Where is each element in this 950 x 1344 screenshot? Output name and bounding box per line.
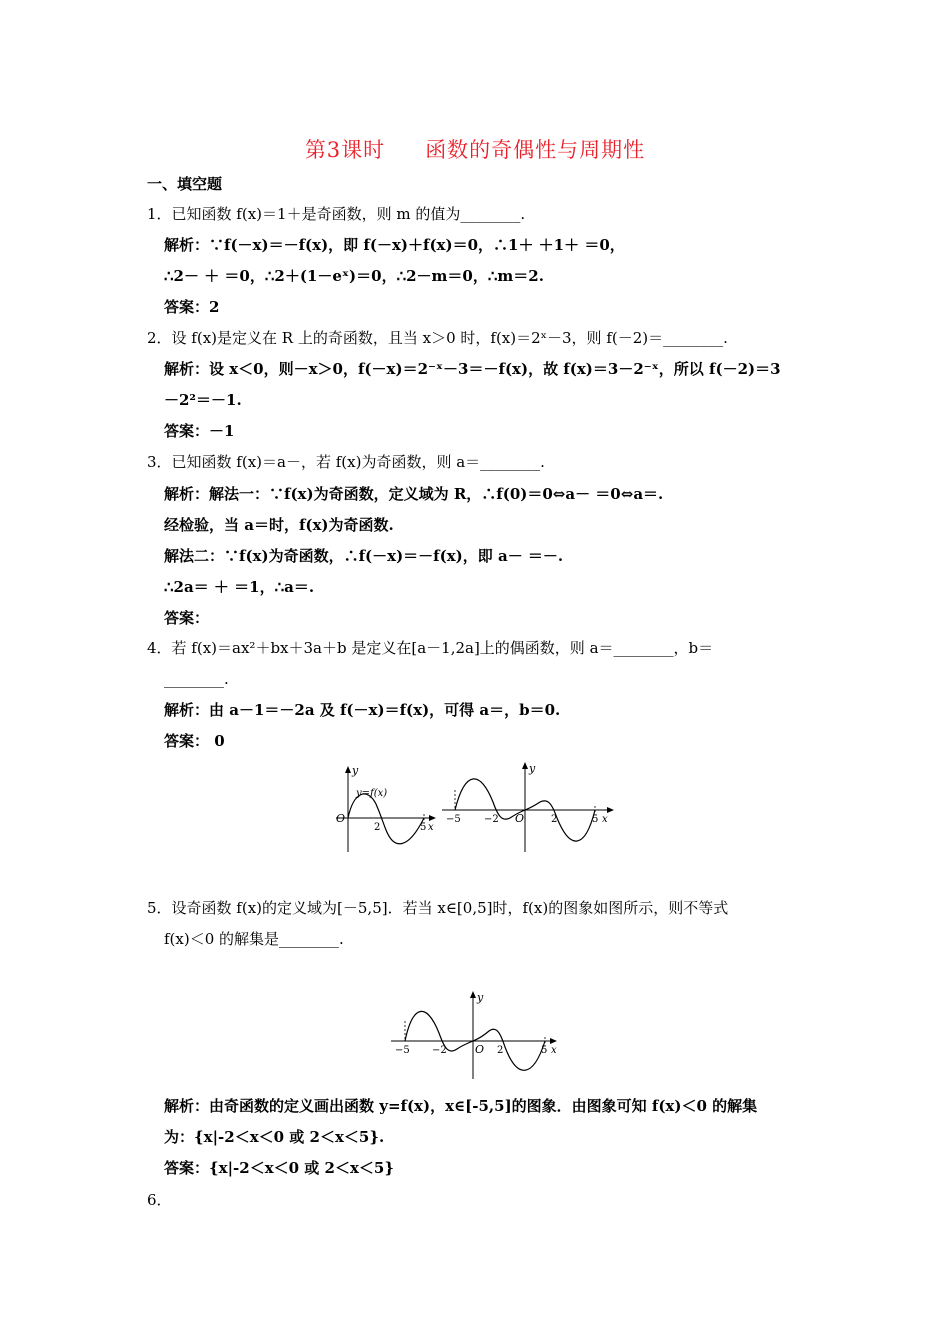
label-tick-minus-2: −2 xyxy=(484,814,499,825)
q5-answer: 答案：{x|-2＜x＜0 或 2＜x＜5} xyxy=(164,1159,394,1177)
question-1: 1．已知函数 f(x)＝1＋是奇函数，则 m 的值为________. xyxy=(147,205,526,223)
q2-solution-line-1: 解析：设 x＜0，则－x＞0，f(－x)＝2⁻ˣ－3＝－f(x)，故 f(x)＝3－2⁻ˣ，所以 f(－2)＝3 xyxy=(164,360,781,378)
q5-solution-line-1: 解析：由奇函数的定义画出函数 y=f(x)，x∈[-5,5]的图象．由图象可知 f(x)＜0 的解集 xyxy=(164,1097,758,1115)
label-tick-5: 5 xyxy=(592,814,599,825)
label-x: x xyxy=(602,814,608,825)
q3-answer: 答案： xyxy=(164,609,210,627)
question-5: 5．设奇函数 f(x)的定义域为[－5,5]．若当 x∈[0,5]时，f(x)的图象如图所示，则不等式 xyxy=(147,899,729,917)
q3-solution-line-1: 解析：解法一：∵f(x)为奇函数，定义域为 R，∴f(0)＝0⇔a－ ＝0⇔a＝. xyxy=(164,485,664,503)
q2-solution-line-2: －2²＝－1. xyxy=(164,391,242,409)
question-4-continued: ________. xyxy=(164,670,229,688)
q4-answer: 答案： 0 xyxy=(164,732,225,750)
q4-solution: 解析：由 a－1＝－2a 及 f(－x)＝f(x)，可得 a＝，b＝0. xyxy=(164,701,561,719)
label-x: x xyxy=(428,822,434,833)
x-axis-arrow xyxy=(607,807,614,813)
label-tick-5: 5 xyxy=(541,1045,548,1056)
figure-1-graphs xyxy=(330,760,620,860)
q2-answer: 答案：－1 xyxy=(164,422,235,440)
label-tick-2: 2 xyxy=(374,822,381,833)
label-origin: O xyxy=(475,1043,485,1056)
page-title xyxy=(0,134,950,164)
label-function: y=f(x) xyxy=(356,788,388,799)
label-origin: O xyxy=(336,812,346,825)
label-x: x xyxy=(551,1045,557,1056)
figure-2-graph xyxy=(385,985,565,1085)
question-4: 4．若 f(x)＝ax²＋bx＋3a＋b 是定义在[a－1,2a]上的偶函数，则 a＝________，b＝ xyxy=(147,639,714,657)
q3-solution-line-2: 经检验，当 a＝时，f(x)为奇函数. xyxy=(164,516,394,534)
question-6: 6． xyxy=(147,1191,172,1209)
lesson-topic: 函数的奇偶性与周期性 xyxy=(425,138,646,162)
question-5-continued: f(x)＜0 的解集是________. xyxy=(164,930,344,948)
figure-2 xyxy=(385,985,565,1089)
lesson-number: 第3课时 xyxy=(304,138,386,162)
label-tick-2: 2 xyxy=(551,814,558,825)
question-2: 2．设 f(x)是定义在 R 上的奇函数，且当 x＞0 时，f(x)＝2ˣ－3，则 f(－2)＝________. xyxy=(147,329,728,347)
label-y: y xyxy=(529,762,536,775)
y-axis-arrow xyxy=(345,766,351,773)
q3-solution-line-3: 解法二：∵f(x)为奇函数，∴f(－x)＝－f(x)，即 a－ ＝－. xyxy=(164,547,564,565)
function-curve xyxy=(348,794,427,844)
question-3: 3．已知函数 f(x)＝a－，若 f(x)为奇函数，则 a＝________. xyxy=(147,453,545,471)
label-origin: O xyxy=(515,812,525,825)
graph-left xyxy=(336,764,436,852)
section-heading: 一、填空题 xyxy=(147,175,223,193)
q1-solution-line-2: ∴2－ ＋ ＝0，∴2＋(1－eˣ)＝0，∴2－m＝0，∴m＝2. xyxy=(164,267,544,285)
y-axis-arrow xyxy=(470,991,476,998)
label-tick-5: 5 xyxy=(420,822,427,833)
q3-solution-line-4: ∴2a＝ ＋ ＝1，∴a＝. xyxy=(164,578,315,596)
q1-solution-line-1: 解析：∵f(－x)＝－f(x)，即 f(－x)＋f(x)＝0，∴1＋ ＋1＋ ＝0， xyxy=(164,236,625,254)
label-tick-2: 2 xyxy=(497,1045,504,1056)
x-axis-arrow xyxy=(550,1038,557,1044)
q5-solution-line-2: 为：{x|-2＜x＜0 或 2＜x＜5}. xyxy=(164,1128,385,1146)
label-y: y xyxy=(477,991,484,1004)
q1-answer: 答案：2 xyxy=(164,298,220,316)
figure-1 xyxy=(330,760,620,864)
graph-right xyxy=(442,762,614,852)
label-tick-minus-5: −5 xyxy=(446,814,461,825)
y-axis-arrow xyxy=(522,762,528,769)
x-axis-arrow xyxy=(429,815,436,821)
label-tick-minus-2: −2 xyxy=(432,1045,447,1056)
label-y: y xyxy=(352,764,359,777)
label-tick-minus-5: −5 xyxy=(395,1045,410,1056)
